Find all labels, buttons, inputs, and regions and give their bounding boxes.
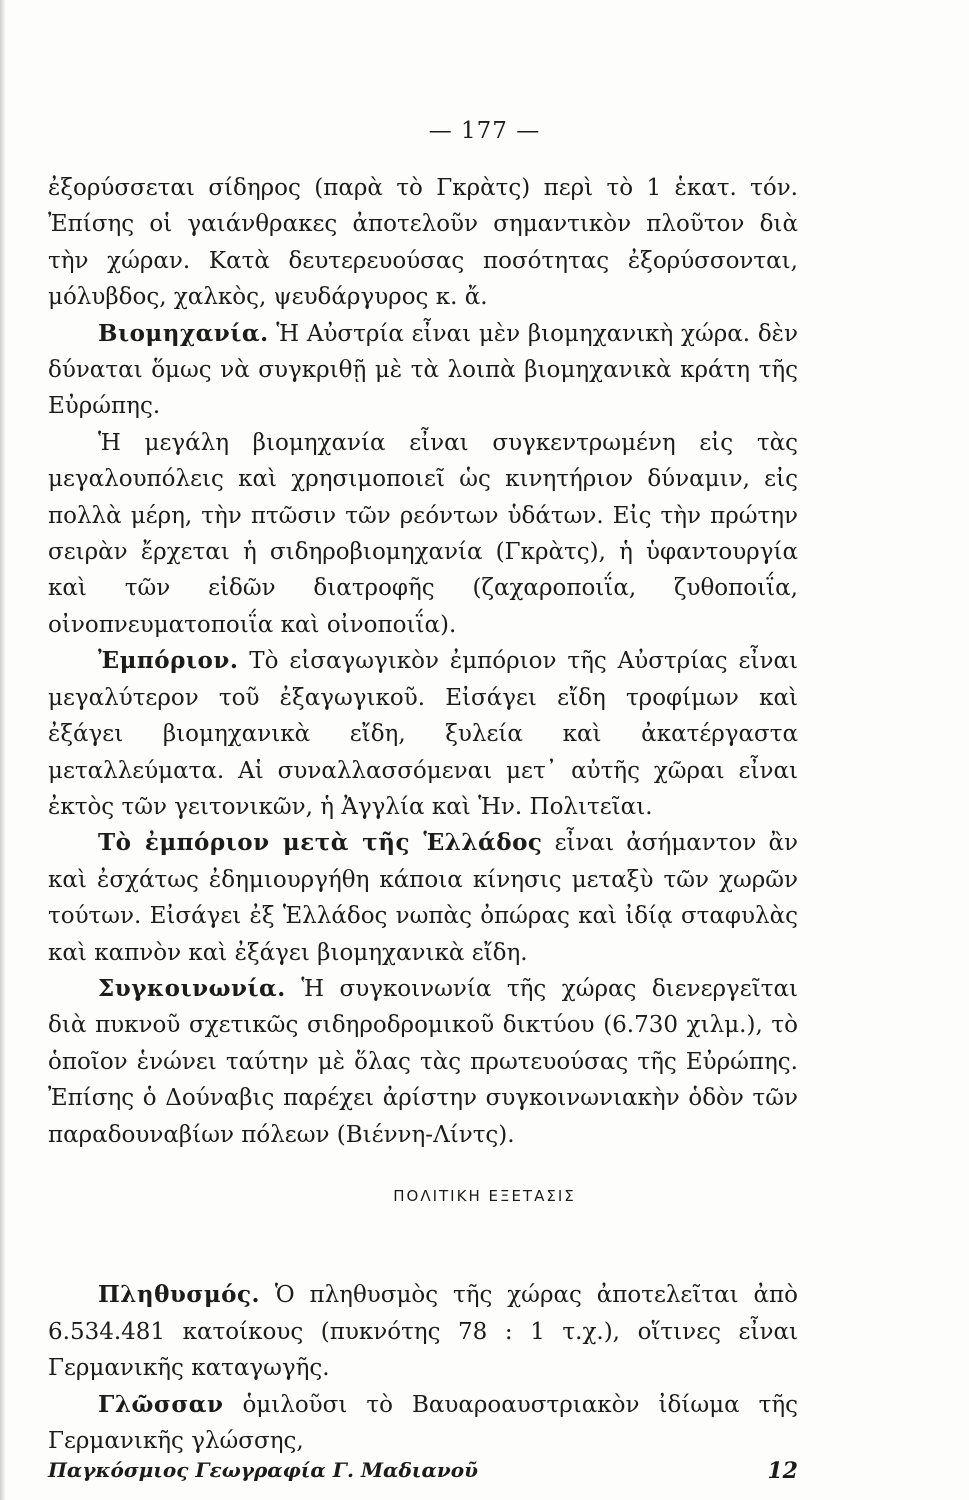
paragraph-communication xyxy=(48,971,798,1153)
footer-title: Παγκόσμιος Γεωγραφία Γ. Μαδιανοῦ xyxy=(48,1458,478,1482)
text-communication: Ἡ συγκοινωνία τῆς χώρας διενεργεῖται διὰ πυκνοῦ σχετικῶς σιδηροδρομικοῦ δικτύου (6.730 χιλμ.), τὸ ὁποῖον ἑνώνει ταύτην μὲ ὅλας τὰς πρωτευούσας τῆς Εὐρώπης. Ἐπίσης ὁ Δούναβις παρέχει ἀρίστην συγκοινωνιακὴν ὁδὸν τῶν παραδουναβίων πόλεων (Βιέννη-Λίντς). xyxy=(48,975,798,1148)
heading-population: Πληθυσμός. xyxy=(98,1281,261,1308)
paragraph-industry xyxy=(48,316,798,425)
body-text-politics xyxy=(48,1277,798,1460)
paragraph-greece-trade xyxy=(48,825,798,971)
paragraph-mining: ἐξορύσσεται σίδηρος (παρὰ τὸ Γκρὰτς) περὶ τὸ 1 ἑκατ. τόν. Ἐπίσης οἱ γαιάνθρακες ἀποτελοῦν σημαντικὸν πλοῦτον διὰ τὴν χώραν. Κατὰ δευτερευούσας ποσότητας ἐξορύσσονται, μόλυβδος, χαλκὸς, ψευδάργυρος κ. ἄ. xyxy=(48,175,798,311)
text-population: Ὁ πληθυσμὸς τῆς χώρας ἀποτελεῖται ἀπὸ 6.534.481 κατοίκους (πυκνότης 78 : 1 τ.χ.), οἵτινες εἶναι Γερμανικῆς καταγωγῆς. xyxy=(48,1282,798,1381)
footer-sheet-number: 12 xyxy=(767,1458,798,1484)
paragraph-trade xyxy=(48,643,798,825)
body-text xyxy=(48,170,798,1153)
heading-language: Γλῶσσαν xyxy=(98,1390,224,1418)
paragraph-language xyxy=(48,1387,798,1460)
text-language: ὁμιλοῦσι τὸ Βαυαροαυστριακὸν ἰδίωμα τῆς Γερμανικῆς γλώσσης, xyxy=(48,1391,798,1454)
page-footer xyxy=(48,1458,798,1482)
text-greece-trade: εἶναι ἀσήμαντον ἂν καὶ ἐσχάτως ἐδημιουργήθη κάποια κίνησις μεταξὺ τῶν χωρῶν τούτων. Εἰσάγει ἐξ Ἑλλάδος νωπὰς ὀπώρας καὶ ἰδίᾳ σταφυλὰς καὶ καπνὸν καὶ ἐξάγει βιομηχανικὰ εἴδη. xyxy=(48,830,798,966)
binding-shadow xyxy=(0,0,6,1500)
heading-industry: Βιομηχανία. xyxy=(98,319,269,347)
section-title: ΠΟΛΙΤΙΚΗ ΕΞΕΤΑΣΙΣ xyxy=(393,1187,576,1205)
heading-trade: Ἐμπόριον. xyxy=(98,647,239,675)
paragraph-large-industry: Ἡ μεγάλη βιομηχανία εἶναι συγκεντρωμένη εἰς τὰς μεγαλουπόλεις καὶ χρησιμοποιεῖ ὡς κινητήριον δύναμιν, εἰς πολλὰ μέρη, τὴν πτῶσιν τῶν ρεόντων ὑδάτων. Εἰς τὴν πρώτην σειρὰν ἔρχεται ἡ σιδηροβιομηχανία (Γκρὰτς), ἡ ὑφαντουργία καὶ τῶν εἰδῶν διατροφῆς (ζαχαροποιΐα, ζυθοποιΐα, οἰνοπνευματοποιΐα καὶ οἰνοποιΐα). xyxy=(48,429,798,638)
heading-greece-trade: Τὸ ἐμπόριον μετὰ τῆς Ἑλλάδος xyxy=(98,829,543,857)
text-trade: Τὸ εἰσαγωγικὸν ἐμπόριον τῆς Αὐστρίας εἶναι μεγαλύτερον τοῦ ἐξαγωγικοῦ. Εἰσάγει εἴδη τροφίμων καὶ ἐξάγει βιομηχανικὰ εἴδη, ξυλεία καὶ ἀκατέργαστα μεταλλεύματα. Αἱ συναλλασσόμεναι μετ᾽ αὐτῆς χῶραι εἶναι ἐκτὸς τῶν γειτονικῶν, ἡ Ἀγγλία καὶ Ἡν. Πολιτεῖαι. xyxy=(48,648,798,820)
text-industry: Ἡ Αὐστρία εἶναι μὲν βιομηχανικὴ χώρα. δὲν δύναται ὅμως νὰ συγκριθῇ μὲ τὰ λοιπὰ βιομηχανικὰ κράτη τῆς Εὐρώπης. xyxy=(48,320,798,420)
paragraph-population xyxy=(48,1277,798,1387)
page-number: — 177 — xyxy=(428,118,541,144)
heading-communication: Συγκοινωνία. xyxy=(98,974,286,1002)
